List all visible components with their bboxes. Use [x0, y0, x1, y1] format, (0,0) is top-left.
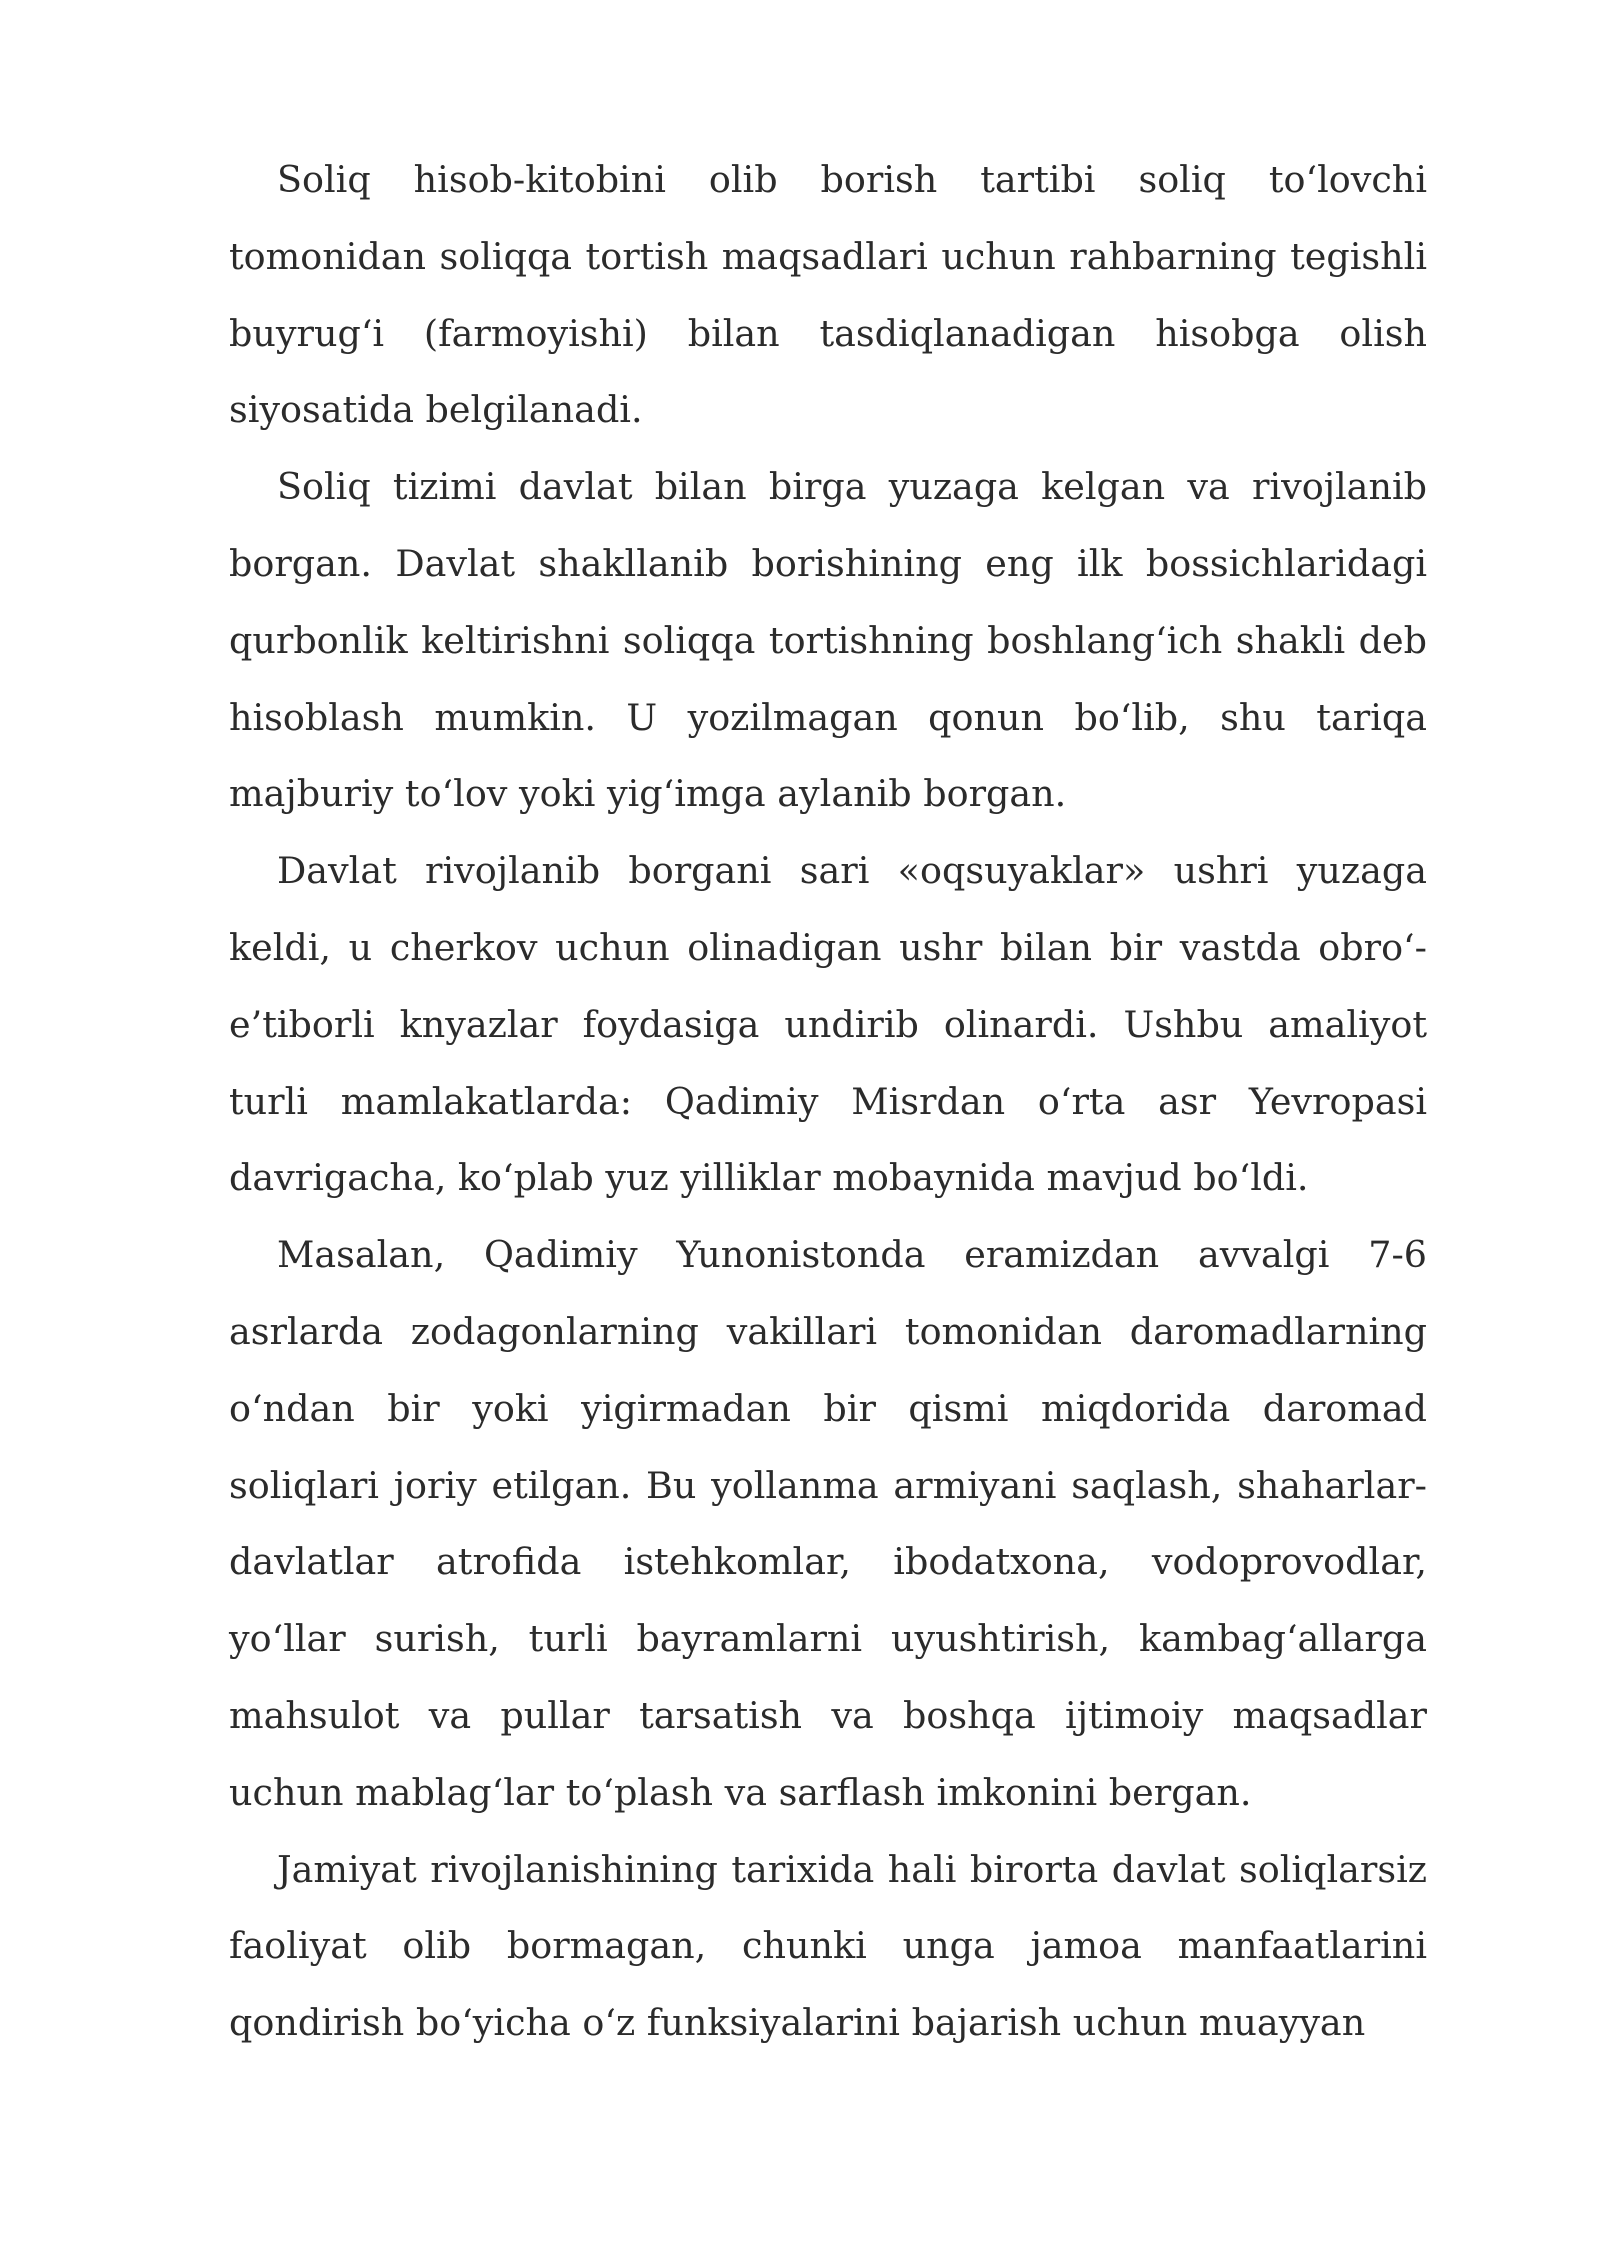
paragraph-1: Soliq hisob-kitobini olib borish tartibi soliq to‘lovchi tomonidan soliqqa tortish maqsadlari uchun rahbarning tegishli buyrug‘i (farmoyishi) bilan tasdiqlanadigan hisobga olish siyosatida belgilanadi.	[229, 158, 1427, 432]
paragraph-3: Davlat rivojlanib borgani sari «oqsuyaklar» ushri yuzaga keldi, u cherkov uchun olinadigan ushr bilan bir vastda obro‘-e’tiborli knyazlar foydasiga undirib olinardi. Ushbu amaliyot turli mamlakatlarda: Qadimiy Misrdan o‘rta asr Yevropasi davrigacha, ko‘plab yuz yilliklar mobaynida mavjud bo‘ldi.	[229, 849, 1427, 1200]
paragraph-4: Masalan, Qadimiy Yunonistonda eramizdan avvalgi 7-6 asrlarda zodagonlarning vakillari tomonidan daromadlarning o‘ndan bir yoki yigirmadan bir qismi miqdorida daromad soliqlari joriy etilgan. Bu yollanma armiyani saqlash, shaharlar-davlatlar atrofida istehkomlar, ibodatxona, vodoprovodlar, yo‘llar surish, turli bayramlarni uyushtirish, kambag‘allarga mahsulot va pullar tarsatish va boshqa ijtimoiy maqsadlar uchun mablag‘lar to‘plash va sarflash imkonini bergan.	[229, 1233, 1427, 1814]
paragraph-2: Soliq tizimi davlat bilan birga yuzaga kelgan va rivojlanib borgan. Davlat shakllanib borishining eng ilk bossichlaridagi qurbonlik keltirishni soliqqa tortishning boshlang‘ich shakli deb hisoblash mumkin. U yozilmagan qonun bo‘lib, shu tariqa majburiy to‘lov yoki yig‘imga aylanib borgan.	[229, 465, 1427, 816]
paragraph-5: Jamiyat rivojlanishining tarixida hali birorta davlat soliqlarsiz faoliyat olib bormagan, chunki unga jamoa manfaatlarini qondirish bo‘yicha o‘z funksiyalarini bajarish uchun muayyan	[229, 1847, 1427, 2045]
document-body	[229, 142, 1427, 2062]
